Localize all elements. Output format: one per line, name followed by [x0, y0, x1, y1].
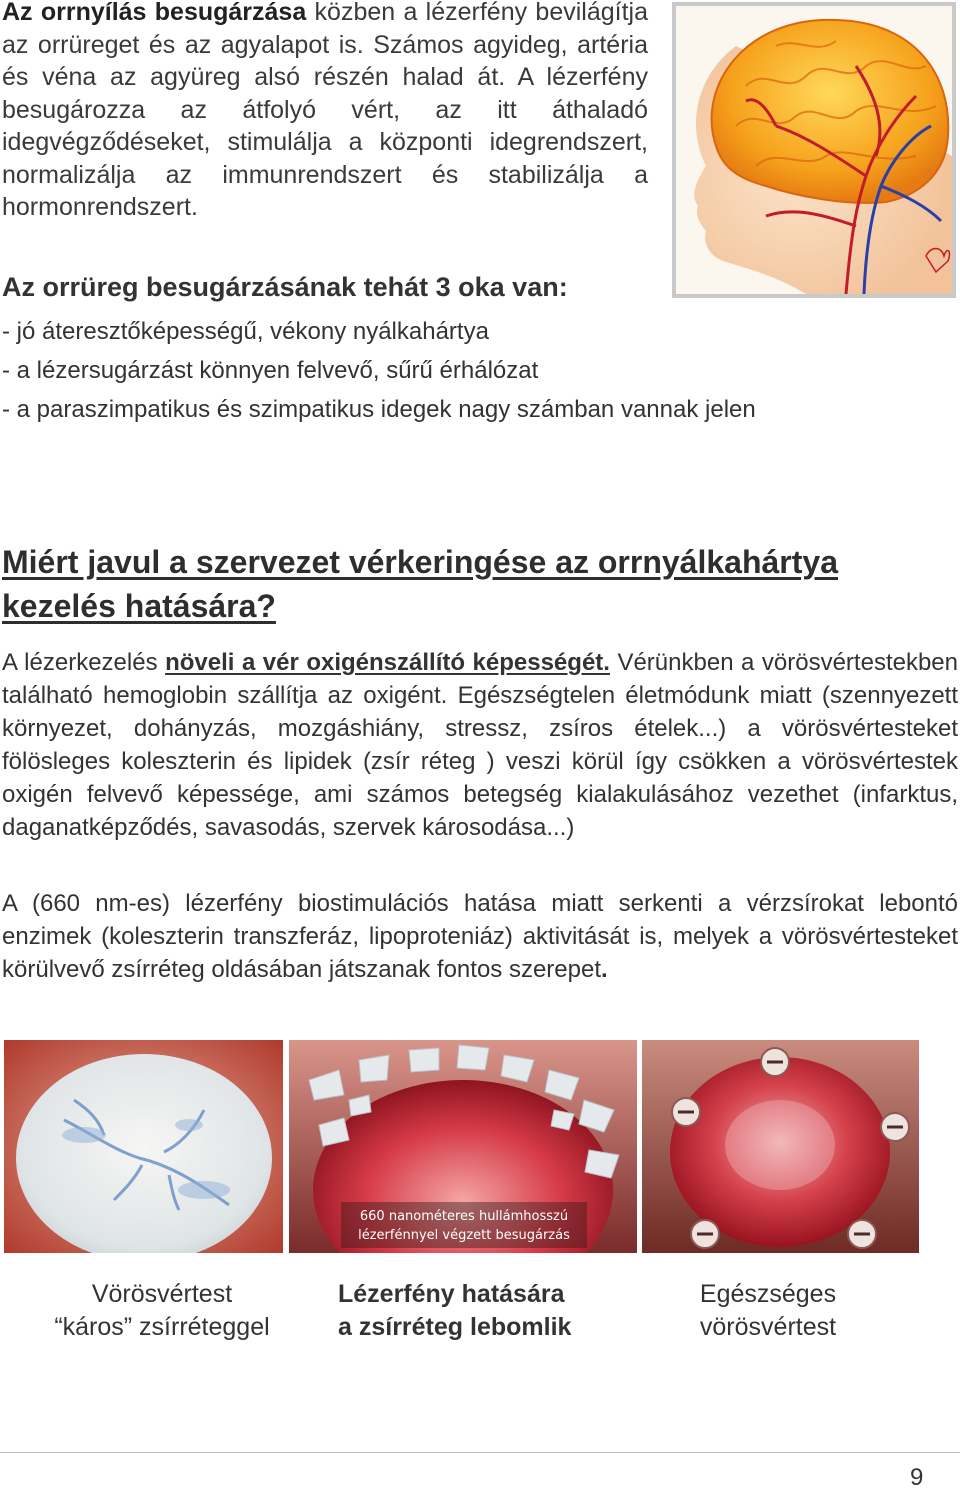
biostimulation-text: A (660 nm-es) lézerfény biostimulációs hatása miatt serkenti a vérzsírokat lebontó enzimek (koleszterin transzferáz, lipoproteniáz) aktivitását is, melyek a vörösvértesteket körülvevő zsírréteg oldásában játszanak fontos szerepet: [2, 890, 958, 983]
biostimulation-paragraph: [2, 887, 958, 986]
photo-fatty-blood-cell: [4, 1040, 283, 1253]
oxygen-paragraph-rest: Vérünkben a vörösvértestekben található hemoglobin szállítja az oxigént. Egészségtelen életmódunk miatt (szennyezett környezet, dohányzás, mozgáshiány, stressz, zsíros ételek...) a vörösvértesteket fölösleges koleszterin és lipidek (zsír réteg ) veszi körül így csökken a vörösvértestek oxigén felvevő képessége, ami számos betegség kialakulásához vezethet (infarktus, daganatképződés, savasodás, szervek károsodása...): [2, 649, 958, 841]
brain-drawing: [676, 6, 952, 294]
biostimulation-end: .: [601, 956, 608, 983]
page-number: 9: [910, 1464, 924, 1491]
reasons-heading: Az orrüreg besugárzásának tehát 3 oka van:: [2, 272, 568, 302]
oxygen-paragraph: [2, 646, 958, 844]
question-line-1: Miért javul a szervezet vérkeringése az orrnyálkahártya: [2, 544, 838, 580]
photo-laser-treatment: [289, 1040, 637, 1253]
question-line-2: kezelés hatására?: [2, 588, 276, 624]
laser-overlay-line-1: 660 nanométeres hullámhosszú: [359, 1209, 569, 1224]
caption-fatty-cell: [34, 1278, 290, 1344]
intro-paragraph: [2, 0, 648, 224]
reason-item-1: - jó áteresztőképességű, vékony nyálkahártya: [2, 318, 489, 345]
caption-fatty-cell-line-1: Vörösvértest: [91, 1280, 233, 1308]
fatty-cell-image: [4, 1040, 283, 1253]
caption-laser-line-2: a zsírréteg lebomlik: [338, 1313, 572, 1341]
footer-divider: [0, 1452, 960, 1453]
question-heading: [2, 540, 960, 628]
laser-treatment-image: [289, 1040, 637, 1253]
oxygen-paragraph-highlight: növeli a vér oxigénszállító képességét.: [165, 649, 610, 676]
caption-fatty-cell-line-2: “káros” zsírréteggel: [54, 1313, 270, 1341]
intro-text: közben a lézerfény bevilágítja az orrüreget és az agyalapot is. Számos agyideg, artéria és véna az agyüreg alsó részén halad át. A lézerfény besugározza az átfolyó vért, az itt áthaladó idegvégződéseket, stimulálja a központi idegrendszert, normalizálja az immunrendszert és stabilizálja a hormonrendszert.: [2, 0, 648, 221]
reason-item-2: - a lézersugárzást könnyen felvevő, sűrű érhálózat: [2, 357, 539, 384]
caption-healthy-cell-line-1: Egészséges: [699, 1280, 837, 1308]
brain-illustration: [672, 2, 956, 298]
caption-healthy-cell-line-2: vörösvértest: [699, 1313, 837, 1341]
healthy-cell-image: [642, 1040, 919, 1253]
intro-bold-lead: Az orrnyílás besugárzása: [2, 0, 307, 26]
oxygen-paragraph-lead: A lézerkezelés: [2, 649, 166, 676]
caption-healthy-cell: [660, 1278, 876, 1344]
caption-laser: [338, 1278, 618, 1344]
laser-overlay-line-2: lézerfénnyel végzett besugárzás: [358, 1228, 570, 1243]
caption-laser-line-1: Lézerfény hatására: [338, 1280, 565, 1308]
reason-item-3: - a paraszimpatikus és szimpatikus idegek nagy számban vannak jelen: [2, 396, 756, 423]
photo-healthy-blood-cell: [642, 1040, 919, 1253]
